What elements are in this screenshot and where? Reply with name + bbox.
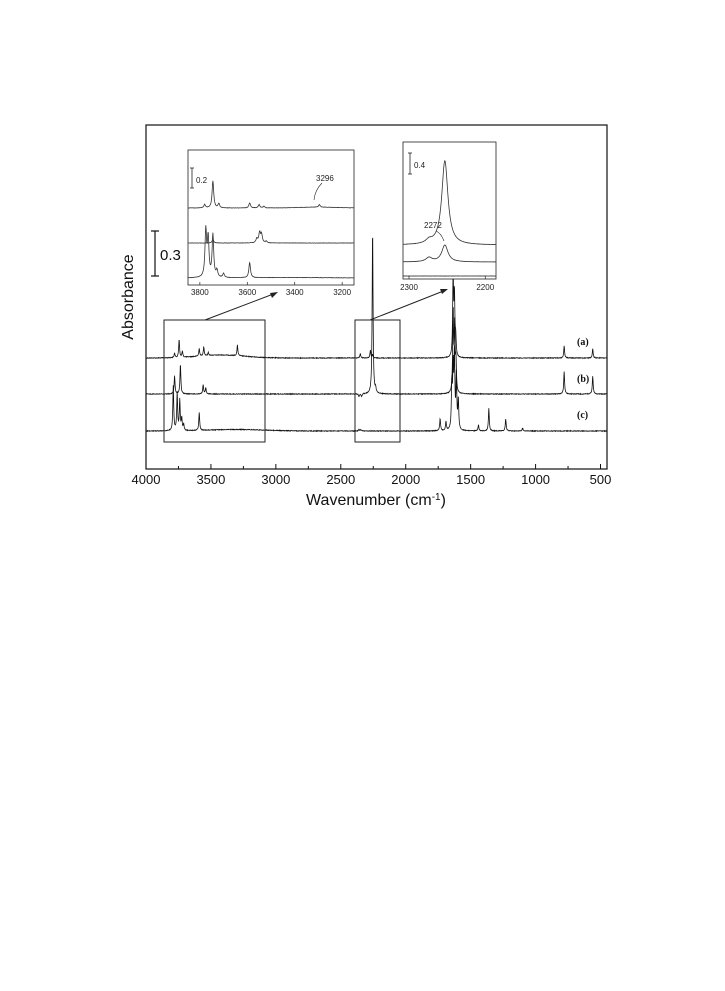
x-tick-label: 3000 (261, 472, 291, 487)
inset-2-annotation: 2272 (424, 221, 442, 230)
x-tick-label: 2000 (391, 472, 421, 487)
zoom-arrow-1 (205, 293, 276, 320)
zoom-arrow-2-head (440, 289, 448, 294)
y-axis-title: Absorbance (120, 254, 137, 340)
inset-1-annotation: 3296 (316, 174, 334, 183)
inset-1-tick-label: 3200 (333, 288, 352, 297)
inset-2-tick-label: 2300 (400, 283, 418, 292)
inset-1 (188, 150, 354, 297)
x-tick-label: 4000 (131, 472, 161, 487)
inset-1-tick-label: 3400 (285, 288, 304, 297)
x-axis-title: Wavenumber $(cm^{-1})$ (306, 491, 446, 509)
inset-2 (400, 142, 496, 292)
x-axis-ticks (132, 464, 612, 487)
series-label-c: (c) (577, 410, 589, 421)
series-label-b: (b) (577, 374, 590, 385)
main-scale-label: 0.3 (160, 247, 181, 264)
inset-2-tick-label: 2200 (476, 283, 495, 292)
x-tick-label: 1500 (456, 472, 486, 487)
series-label-a: (a) (577, 337, 589, 348)
inset-1-frame (188, 150, 354, 285)
inset-1-tick-label: 3600 (238, 288, 257, 297)
x-tick-label: 1000 (521, 472, 551, 487)
inset-1-tick-label: 3800 (190, 288, 209, 297)
x-tick-label: 3500 (196, 472, 226, 487)
zoom-arrow-2 (370, 290, 446, 320)
zoom-box-cn-region (355, 320, 400, 442)
zoom-arrow-1-head (270, 292, 278, 298)
x-tick-label: 2500 (326, 472, 356, 487)
inset-2-scale-label: 0.4 (414, 161, 426, 170)
inset-1-scale-label: 0.2 (196, 176, 208, 185)
x-tick-label: 500 (589, 472, 612, 487)
zoom-box-oh-region (164, 320, 265, 442)
